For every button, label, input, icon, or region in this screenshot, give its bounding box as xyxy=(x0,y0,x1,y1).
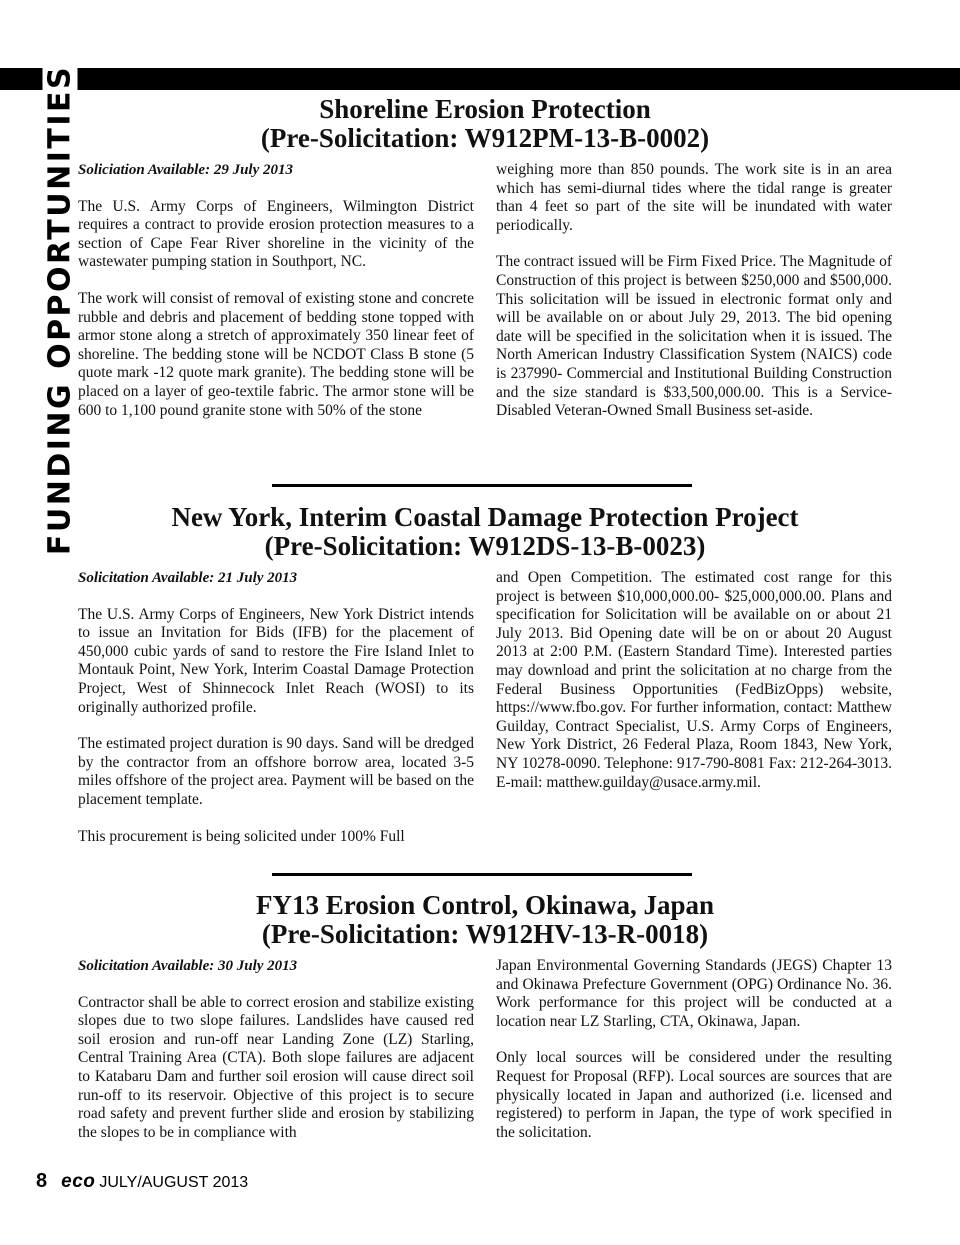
article-title-line2: (Pre-Solicitation: W912HV-13-R-0018) xyxy=(261,919,709,949)
paragraph: The U.S. Army Corps of Engineers, New York District intends to issue an Invitation for Bids (IFB) for the placement of 450,000 cubic yards of sand to restore the Fire Island Inlet to Montauk Point, New York, Interim Coastal Damage Protection Project, West of Shinnecock Inlet Reach (WOSI) to its originally authorized profile. xyxy=(78,605,474,716)
paragraph: The contract issued will be Firm Fixed Price. The Magnitude of Construction of this project is between $250,000 and $500,000. This solicitation will be issued in electronic format only and will be available on or about July 29, 2013. The bid opening date will be specified in the solicitation when it is issued. The North American Industry Classification System (NAICS) code is 237990- Commercial and Institutional Building Construction and the size standard is $33,500,000.00. This is a Service-Disabled Veteran-Owned Small Business set-aside. xyxy=(496,253,892,420)
section-divider xyxy=(272,484,692,487)
section-divider xyxy=(272,873,692,876)
solicitation-available: Solicitation Available: 21 July 2013 xyxy=(78,570,298,586)
page-number: 8 xyxy=(36,1170,48,1192)
article-title-line2: (Pre-Solicitation: W912PM-13-B-0002) xyxy=(260,123,710,153)
article-title-line2: (Pre-Solicitation: W912DS-13-B-0023) xyxy=(264,531,706,561)
paragraph: The work will consist of removal of existing stone and concrete rubble and debris and placement of bedding stone topped with armor stone along a stretch of approximately 350 linear feet of shoreline. The bedding stone will be NCDOT Class B stone (5 quote mark -12 quote mark granite). The bedding stone will be placed on a layer of geo-textile fabric. The armor stone will be 600 to 1,100 pound granite stone with 50% of the stone xyxy=(78,289,474,419)
article-title-line1: FY13 Erosion Control, Okinawa, Japan xyxy=(255,890,715,920)
article-column-right xyxy=(496,957,892,1142)
article-okinawa-erosion xyxy=(78,891,892,1142)
article-shoreline-erosion xyxy=(78,95,892,421)
article-title-line1: New York, Interim Coastal Damage Protection Project xyxy=(171,502,799,532)
solicitation-available: Soliciation Available: 29 July 2013 xyxy=(78,162,293,178)
article-new-york-coastal xyxy=(78,503,892,846)
section-label: FUNDING OPPORTUNITIES xyxy=(43,59,78,561)
paragraph: Japan Environmental Governing Standards (JEGS) Chapter 13 and Okinawa Prefecture Government (OPG) Ordinance No. 36. Work performance for this project will be conducted at a location near LZ Starling, CTA, Okinawa, Japan. xyxy=(496,957,892,1030)
magazine-logo: eco xyxy=(61,1171,96,1192)
paragraph: and Open Competition. The estimated cost range for this project is between $10,000,000.00- $25,000,000.00. Plans and specification for Solicitation will be available on or about 21 July 2013. Bid Opening date will be on or about 20 August 2013 at 2:00 P.M. (Eastern Standard Time). Interested parties may download and print the solicitation at no charge from the Federal Business Opportunities (FedBizOpps) website, https://www.fbo.gov. For further information, contact: Matthew Guilday, Contract Specialist, U.S. Army Corps of Engineers, New York District, 26 Federal Plaza, Room 1843, New York, NY 10278-0090. Telephone: 917-790-8081 Fax: 212-264-3013. E-mail: matthew.guilday@usace.army.mil. xyxy=(496,569,892,791)
paragraph: Contractor shall be able to correct erosion and stabilize existing slopes due to two slope failures. Landslides have caused red soil erosion and run-off near Landing Zone (LZ) Starling, Central Training Area (CTA). Both slope failures are adjacent to Katabaru Dam and further soil erosion will cause direct soil run-off to its reservoir. Objective of this project is to secure road safety and prevent further slide and erosion by stabilizing the slopes to be in compliance with xyxy=(78,993,474,1141)
paragraph: The estimated project duration is 90 days. Sand will be dredged by the contractor from an offshore borrow area, located 3-5 miles offshore of the project area. Payment will be based on the placement template. xyxy=(78,735,474,808)
article-column-left xyxy=(78,569,474,846)
article-column-right xyxy=(496,161,892,421)
header-bar xyxy=(0,68,960,90)
article-title-line1: Shoreline Erosion Protection xyxy=(319,94,651,124)
article-title xyxy=(78,891,892,949)
solicitation-available: Solicitation Available: 30 July 2013 xyxy=(78,958,298,974)
paragraph: weighing more than 850 pounds. The work site is in an area which has semi-diurnal tides where the tidal range is greater than 4 feet so part of the site will be inundated with water periodically. xyxy=(496,161,892,234)
article-title xyxy=(78,503,892,561)
article-title xyxy=(78,95,892,153)
paragraph: Only local sources will be considered under the resulting Request for Proposal (RFP). Local sources are sources that are physically located in Japan and authorized (i.e. licensed and registered) to perform in Japan, the type of work specified in the solicitation. xyxy=(496,1049,892,1141)
paragraph: This procurement is being solicited under 100% Full xyxy=(78,827,405,845)
article-column-left xyxy=(78,161,474,421)
paragraph: The U.S. Army Corps of Engineers, Wilmington District requires a contract to provide erosion protection measures to a section of Cape Fear River shoreline in the vicinity of the wastewater pumping station in Southport, NC. xyxy=(78,197,474,271)
issue-date: JULY/AUGUST 2013 xyxy=(99,1174,249,1191)
article-column-right xyxy=(496,569,892,846)
page-footer xyxy=(36,1170,248,1193)
article-column-left xyxy=(78,957,474,1142)
